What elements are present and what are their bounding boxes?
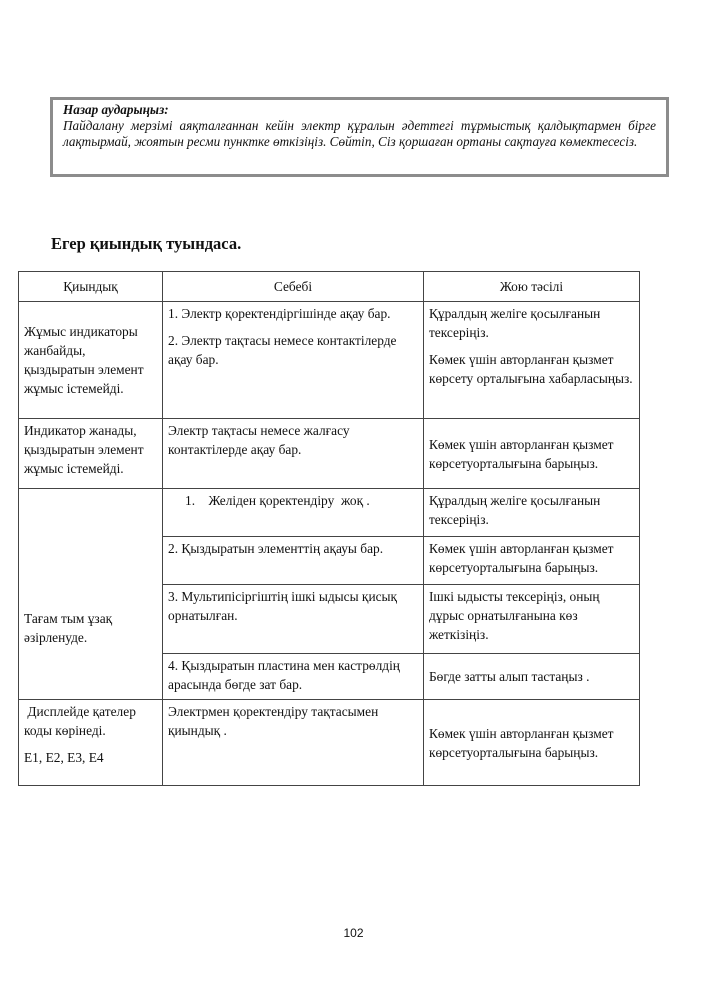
fix-cell xyxy=(423,654,639,700)
cause-cell xyxy=(163,419,424,489)
cause-cell xyxy=(163,489,424,537)
cause-cell xyxy=(163,537,424,585)
cause-text: 1. Электр қоректендіргішінде ақау бар. xyxy=(168,306,391,321)
cause-text: 4. Қыздыратын пластина мен кастрөлдің арасында бөгде зат бар. xyxy=(168,658,400,692)
section-heading: Егер қиындық туындаса. xyxy=(51,234,242,253)
fix-cell xyxy=(423,585,639,654)
notice-text: Пайдалану мерзімі аяқталғаннан кейін электр құралын әдеттегі тұрмыстық қалдықтармен бірге лақтырмай, жоятын ресми пунктке өткізіңіз. Сөйтіп, Сіз қоршаған ортаны сақтауға көмектесесіз. xyxy=(63,118,656,149)
cause-text: 2. Электр тақтасы немесе контактілерде ақау бар. xyxy=(168,333,397,367)
fix-cell xyxy=(423,419,639,489)
error-codes: Е1, Е2, Е3, Е4 xyxy=(24,750,104,765)
fix-text: Көмек үшін авторланған қызмет көрсету орталығына хабарласыңыз. xyxy=(428,352,633,386)
fix-cell xyxy=(423,537,639,585)
problem-cell xyxy=(19,489,163,700)
problem-cell xyxy=(19,419,163,489)
fix-text: Құралдың желіге қосылғанын тексеріңіз. xyxy=(428,493,601,527)
cause-text: Электрмен қоректендіру тақтасымен қиындық . xyxy=(168,704,379,738)
fix-text: Ішкі ыдысты тексеріңіз, оның дұрыс орнатылғанына көз жеткізіңіз. xyxy=(428,589,600,642)
cause-cell xyxy=(163,585,424,654)
cause-cell xyxy=(163,654,424,700)
fix-cell xyxy=(423,302,639,419)
header-problem: Қиындық xyxy=(19,272,163,302)
notice-title: Назар аударыңыз: xyxy=(63,102,169,117)
fix-text: Құралдың желіге қосылғанын тексеріңіз. xyxy=(428,306,601,340)
cause-text: 1. Желіден қоректендіру жоқ . xyxy=(185,493,370,508)
table-row xyxy=(19,489,640,537)
fix-text: Көмек үшін авторланған қызмет көрсетуорталығына барыңыз. xyxy=(428,541,614,575)
troubleshooting-table xyxy=(18,271,640,786)
problem-text: Жұмыс индикаторы жанбайды, қыздыратын элемент жұмыс істемейді. xyxy=(24,324,144,396)
table-row xyxy=(19,302,640,419)
problem-cell xyxy=(19,302,163,419)
cause-text: Электр тақтасы немесе жалғасу контактілерде ақау бар. xyxy=(168,423,350,457)
fix-cell xyxy=(423,489,639,537)
fix-text: Көмек үшін авторланған қызмет көрсетуорталығына барыңыз. xyxy=(428,436,614,471)
table-row xyxy=(19,700,640,786)
notice-box xyxy=(50,97,669,177)
cause-cell xyxy=(163,700,424,786)
cause-cell xyxy=(163,302,424,419)
problem-text: Тағам тым ұзақ әзірленуде. xyxy=(24,611,113,645)
problem-text: Дисплейде қателер коды көрінеді. xyxy=(24,704,140,738)
header-cause: Себебі xyxy=(163,272,424,302)
table-header-row xyxy=(19,272,640,302)
table-row xyxy=(19,419,640,489)
cause-text: 2. Қыздыратын элементтің ақауы бар. xyxy=(168,541,384,556)
header-fix: Жою тәсілі xyxy=(423,272,639,302)
cause-text: 3. Мультипісіргіштің ішкі ыдысы қисық орнатылған. xyxy=(168,589,398,623)
problem-cell xyxy=(19,700,163,786)
fix-text: Бөгде затты алып тастаңыз . xyxy=(428,669,590,684)
fix-text: Көмек үшін авторланған қызмет көрсетуорталығына барыңыз. xyxy=(428,725,614,760)
fix-cell xyxy=(423,700,639,786)
page-number: 102 xyxy=(343,926,364,940)
problem-text: Индикатор жанады, қыздыратын элемент жұмыс істемейді. xyxy=(24,423,144,476)
